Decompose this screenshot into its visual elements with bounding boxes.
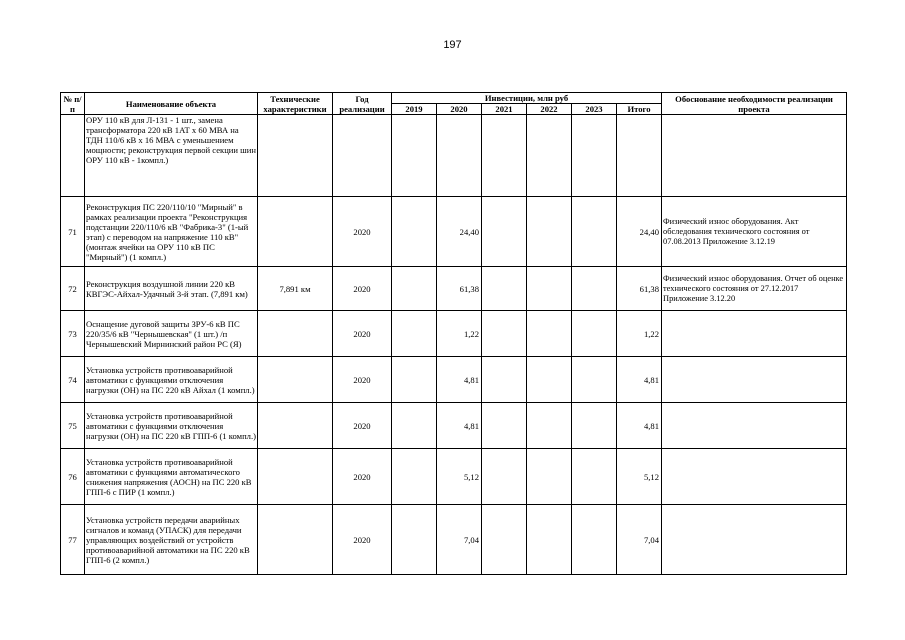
invest-2019 bbox=[392, 357, 437, 403]
header-2023: 2023 bbox=[572, 104, 617, 115]
tech-spec: 7,891 км bbox=[258, 267, 333, 311]
invest-2022 bbox=[527, 311, 572, 357]
invest-2022 bbox=[527, 449, 572, 505]
invest-2021 bbox=[482, 197, 527, 267]
row-number: 71 bbox=[61, 197, 85, 267]
invest-2023 bbox=[572, 449, 617, 505]
invest-total: 1,22 bbox=[617, 311, 662, 357]
row-number: 73 bbox=[61, 311, 85, 357]
header-name: Наименование объекта bbox=[85, 93, 258, 115]
invest-2020 bbox=[437, 115, 482, 197]
invest-2019 bbox=[392, 403, 437, 449]
object-name: Установка устройств противоаварийной автоматики с функциями автоматического снижения напряжения (АОСН) на ПС 220 кВ ГПП-6 с ПИР (1 компл.) bbox=[85, 449, 258, 505]
table-row bbox=[61, 505, 847, 575]
implementation-year bbox=[333, 115, 392, 197]
invest-total: 4,81 bbox=[617, 403, 662, 449]
invest-2023 bbox=[572, 403, 617, 449]
justification bbox=[662, 311, 847, 357]
invest-2020: 4,81 bbox=[437, 357, 482, 403]
object-name: Установка устройств противоаварийной автоматики с функциями отключения нагрузки (ОН) на ПС 220 кВ ГПП-6 (1 компл.) bbox=[85, 403, 258, 449]
invest-2019 bbox=[392, 449, 437, 505]
tech-spec bbox=[258, 197, 333, 267]
invest-2020: 5,12 bbox=[437, 449, 482, 505]
header-2019: 2019 bbox=[392, 104, 437, 115]
justification bbox=[662, 403, 847, 449]
implementation-year: 2020 bbox=[333, 357, 392, 403]
invest-total: 24,40 bbox=[617, 197, 662, 267]
row-number: 77 bbox=[61, 505, 85, 575]
object-name: Установка устройств противоаварийной автоматики с функциями отключения нагрузки (ОН) на ПС 220 кВ Айхал (1 компл.) bbox=[85, 357, 258, 403]
table-row bbox=[61, 311, 847, 357]
invest-2023 bbox=[572, 505, 617, 575]
header-2021: 2021 bbox=[482, 104, 527, 115]
invest-2022 bbox=[527, 403, 572, 449]
object-name: Реконструкция воздушной линии 220 кВ КВГЭС-Айхал-Удачный 3-й этап. (7,891 км) bbox=[85, 267, 258, 311]
header-no: № п/п bbox=[61, 93, 85, 115]
invest-total: 7,04 bbox=[617, 505, 662, 575]
invest-total: 5,12 bbox=[617, 449, 662, 505]
row-number: 75 bbox=[61, 403, 85, 449]
invest-2021 bbox=[482, 311, 527, 357]
table-row bbox=[61, 357, 847, 403]
invest-2022 bbox=[527, 267, 572, 311]
object-name: Оснащение дуговой защиты ЗРУ-6 кВ ПС 220/35/6 кВ "Чернышевская" (1 шт.) /п Чернышевский Мирнинский район РС (Я) bbox=[85, 311, 258, 357]
investment-table bbox=[60, 92, 847, 575]
tech-spec bbox=[258, 403, 333, 449]
invest-2020: 61,38 bbox=[437, 267, 482, 311]
header-invest: Инвестиции, млн руб bbox=[392, 93, 662, 104]
invest-2019 bbox=[392, 115, 437, 197]
row-number: 74 bbox=[61, 357, 85, 403]
invest-2020: 1,22 bbox=[437, 311, 482, 357]
invest-2023 bbox=[572, 267, 617, 311]
table-row bbox=[61, 403, 847, 449]
invest-total: 4,81 bbox=[617, 357, 662, 403]
invest-2021 bbox=[482, 403, 527, 449]
page-number: 197 bbox=[443, 39, 462, 51]
header-2022: 2022 bbox=[527, 104, 572, 115]
justification bbox=[662, 357, 847, 403]
implementation-year: 2020 bbox=[333, 267, 392, 311]
table-row bbox=[61, 449, 847, 505]
invest-2023 bbox=[572, 357, 617, 403]
tech-spec bbox=[258, 505, 333, 575]
implementation-year: 2020 bbox=[333, 403, 392, 449]
invest-2021 bbox=[482, 115, 527, 197]
object-name: Установка устройств передачи аварийных сигналов и команд (УПАСК) для передачи управляющих воздействий от устройств противоаварийной автоматики на ПС 220 кВ ГПП-6 (2 компл.) bbox=[85, 505, 258, 575]
invest-2021 bbox=[482, 357, 527, 403]
invest-2021 bbox=[482, 505, 527, 575]
table-row bbox=[61, 197, 847, 267]
justification: Физический износ оборудования. Отчет об оценке технического состояния от 27.12.2017 Приложение 3.12.20 bbox=[662, 267, 847, 311]
header-tech: Технические характеристики bbox=[258, 93, 333, 115]
invest-total: 61,38 bbox=[617, 267, 662, 311]
tech-spec bbox=[258, 311, 333, 357]
row-number bbox=[61, 115, 85, 197]
invest-2023 bbox=[572, 115, 617, 197]
table-header-row bbox=[61, 93, 847, 104]
object-name: ОРУ 110 кВ для Л-131 - 1 шт., замена трансформатора 220 кВ 1АТ х 60 МВА на ТДН 110/6 кВ х 16 МВА с уменьшением мощности; реконструкция первой секции шин ОРУ 110 кВ - 1компл.) bbox=[85, 115, 258, 197]
header-total: Итого bbox=[617, 104, 662, 115]
invest-2021 bbox=[482, 267, 527, 311]
implementation-year: 2020 bbox=[333, 197, 392, 267]
invest-2019 bbox=[392, 311, 437, 357]
row-number: 72 bbox=[61, 267, 85, 311]
justification bbox=[662, 505, 847, 575]
tech-spec bbox=[258, 449, 333, 505]
header-justification: Обоснование необходимости реализации проекта bbox=[662, 93, 847, 115]
invest-2022 bbox=[527, 115, 572, 197]
table-row bbox=[61, 267, 847, 311]
invest-2021 bbox=[482, 449, 527, 505]
header-year: Год реализации bbox=[333, 93, 392, 115]
object-name: Реконструкция ПС 220/110/10 "Мирный" в рамках реализации проекта "Реконструкция подстанции 220/110/6 кВ "Фабрика-3" (1-ый этап) с переводом на напряжение 110 кВ" (монтаж ячейки на ОРУ 110 кВ ПС "Мирный") (1 компл.) bbox=[85, 197, 258, 267]
invest-2023 bbox=[572, 197, 617, 267]
tech-spec bbox=[258, 115, 333, 197]
table-row bbox=[61, 115, 847, 197]
invest-2022 bbox=[527, 197, 572, 267]
invest-2022 bbox=[527, 357, 572, 403]
implementation-year: 2020 bbox=[333, 505, 392, 575]
invest-2019 bbox=[392, 505, 437, 575]
invest-2020: 7,04 bbox=[437, 505, 482, 575]
invest-2020: 24,40 bbox=[437, 197, 482, 267]
justification: Физический износ оборудования. Акт обследования технического состояния от 07.08.2013 Приложение 3.12.19 bbox=[662, 197, 847, 267]
header-2020: 2020 bbox=[437, 104, 482, 115]
invest-2022 bbox=[527, 505, 572, 575]
justification bbox=[662, 115, 847, 197]
justification bbox=[662, 449, 847, 505]
invest-2023 bbox=[572, 311, 617, 357]
invest-2019 bbox=[392, 267, 437, 311]
implementation-year: 2020 bbox=[333, 449, 392, 505]
invest-2019 bbox=[392, 197, 437, 267]
implementation-year: 2020 bbox=[333, 311, 392, 357]
invest-2020: 4,81 bbox=[437, 403, 482, 449]
row-number: 76 bbox=[61, 449, 85, 505]
invest-total bbox=[617, 115, 662, 197]
tech-spec bbox=[258, 357, 333, 403]
